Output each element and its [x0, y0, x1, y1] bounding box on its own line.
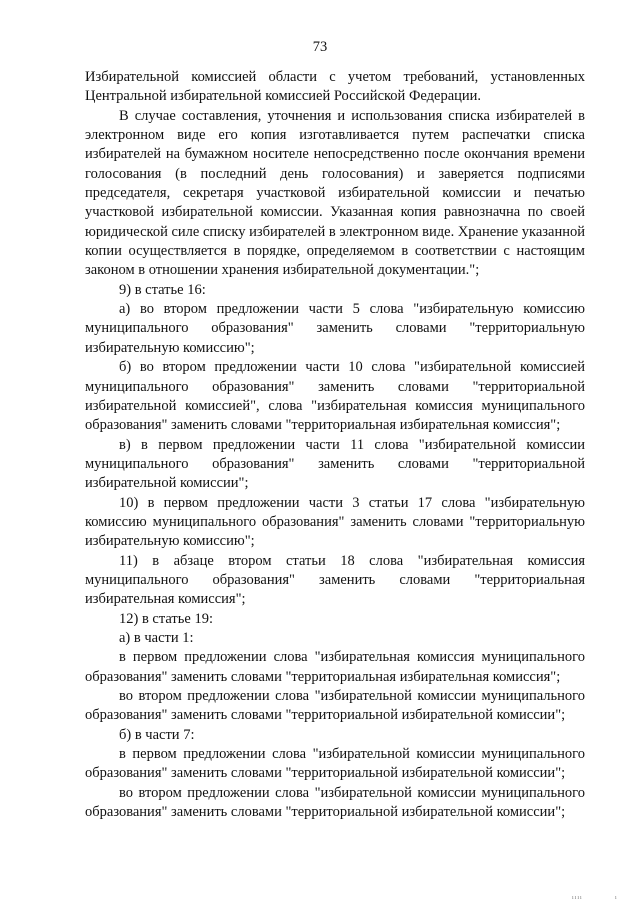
paragraph-item-10: 10) в первом предложении части 3 статьи 17 слова "избирательную комиссию муниципального образования" заменить словами "территориальную избирательную комиссию"; [85, 494, 585, 550]
footer-dot: ı [615, 895, 617, 901]
paragraph-item-12b-first: в первом предложении слова "избирательной комиссии муниципального образования" заменить словами "территориальной избирательной комиссии"; [85, 746, 585, 782]
paragraph-item-12a: а) в части 1: [119, 629, 194, 646]
footer-mark: ıııı [572, 895, 583, 901]
paragraph-item-9a: а) во втором предложении части 5 слова "избирательную комиссию муниципального образования" заменить словами "территориальную избирательную комиссию"; [85, 301, 585, 356]
paragraph-item-9v: в) в первом предложении части 11 слова "избирательной комиссии муниципального образования" заменить словами "территориальной избирательной комиссии"; [85, 436, 585, 492]
paragraph-continuation: Избирательной комиссией области с учетом требований, установленных Центральной избирательной комиссией Российской Федерации. [85, 69, 585, 105]
paragraph-item-11: 11) в абзаце втором статьи 18 слова "избирательная комиссия муниципального образования" заменить словами "территориальная избирательная комиссия"; [85, 552, 585, 608]
page-number: 73 [312, 39, 328, 55]
paragraph-item-9: 9) в статье 16: [119, 281, 206, 298]
paragraph-item-12: 12) в статье 19: [119, 610, 213, 627]
paragraph-item-12a-first: в первом предложении слова "избирательная комиссия муниципального образования" заменить словами "территориальная избирательная комиссия"; [85, 649, 585, 685]
paragraph-item-12b: б) в части 7: [119, 726, 195, 743]
paragraph-item-9b: б) во втором предложении части 10 слова "избирательной комиссией муниципального образования" заменить словами "территориальной избирательной комиссией", слова "избирательная комиссия муниципального образования" заменить словами "территориальная избирательная комиссия"; [85, 359, 585, 434]
document-body [85, 68, 585, 822]
paragraph-item-12b-second: во втором предложении слова "избирательной комиссии муниципального образования" заменить словами "территориальной избирательной комиссии"; [85, 784, 585, 821]
paragraph-electronic-list: В случае составления, уточнения и использования списка избирателей в электронном виде его копия изготавливается путем распечатки списка избирателей на бумажном носителе непосредственно после окончания времени голосования (в последний день голосования) и заверяется подписями председателя, секретаря участковой избирательной комиссии и печатью участковой избирательной комиссии. Указанная копия равнозначна по своей юридической силе списку избирателей в электронном виде. Хранение указанной копии осуществляется в порядке, определяемом в соответствии с настоящим законом в отношении хранения избирательной документации."; [85, 107, 585, 279]
paragraph-item-12a-second: во втором предложении слова "избирательной комиссии муниципального образования" заменить словами "территориальной избирательной комиссии"; [85, 688, 585, 724]
